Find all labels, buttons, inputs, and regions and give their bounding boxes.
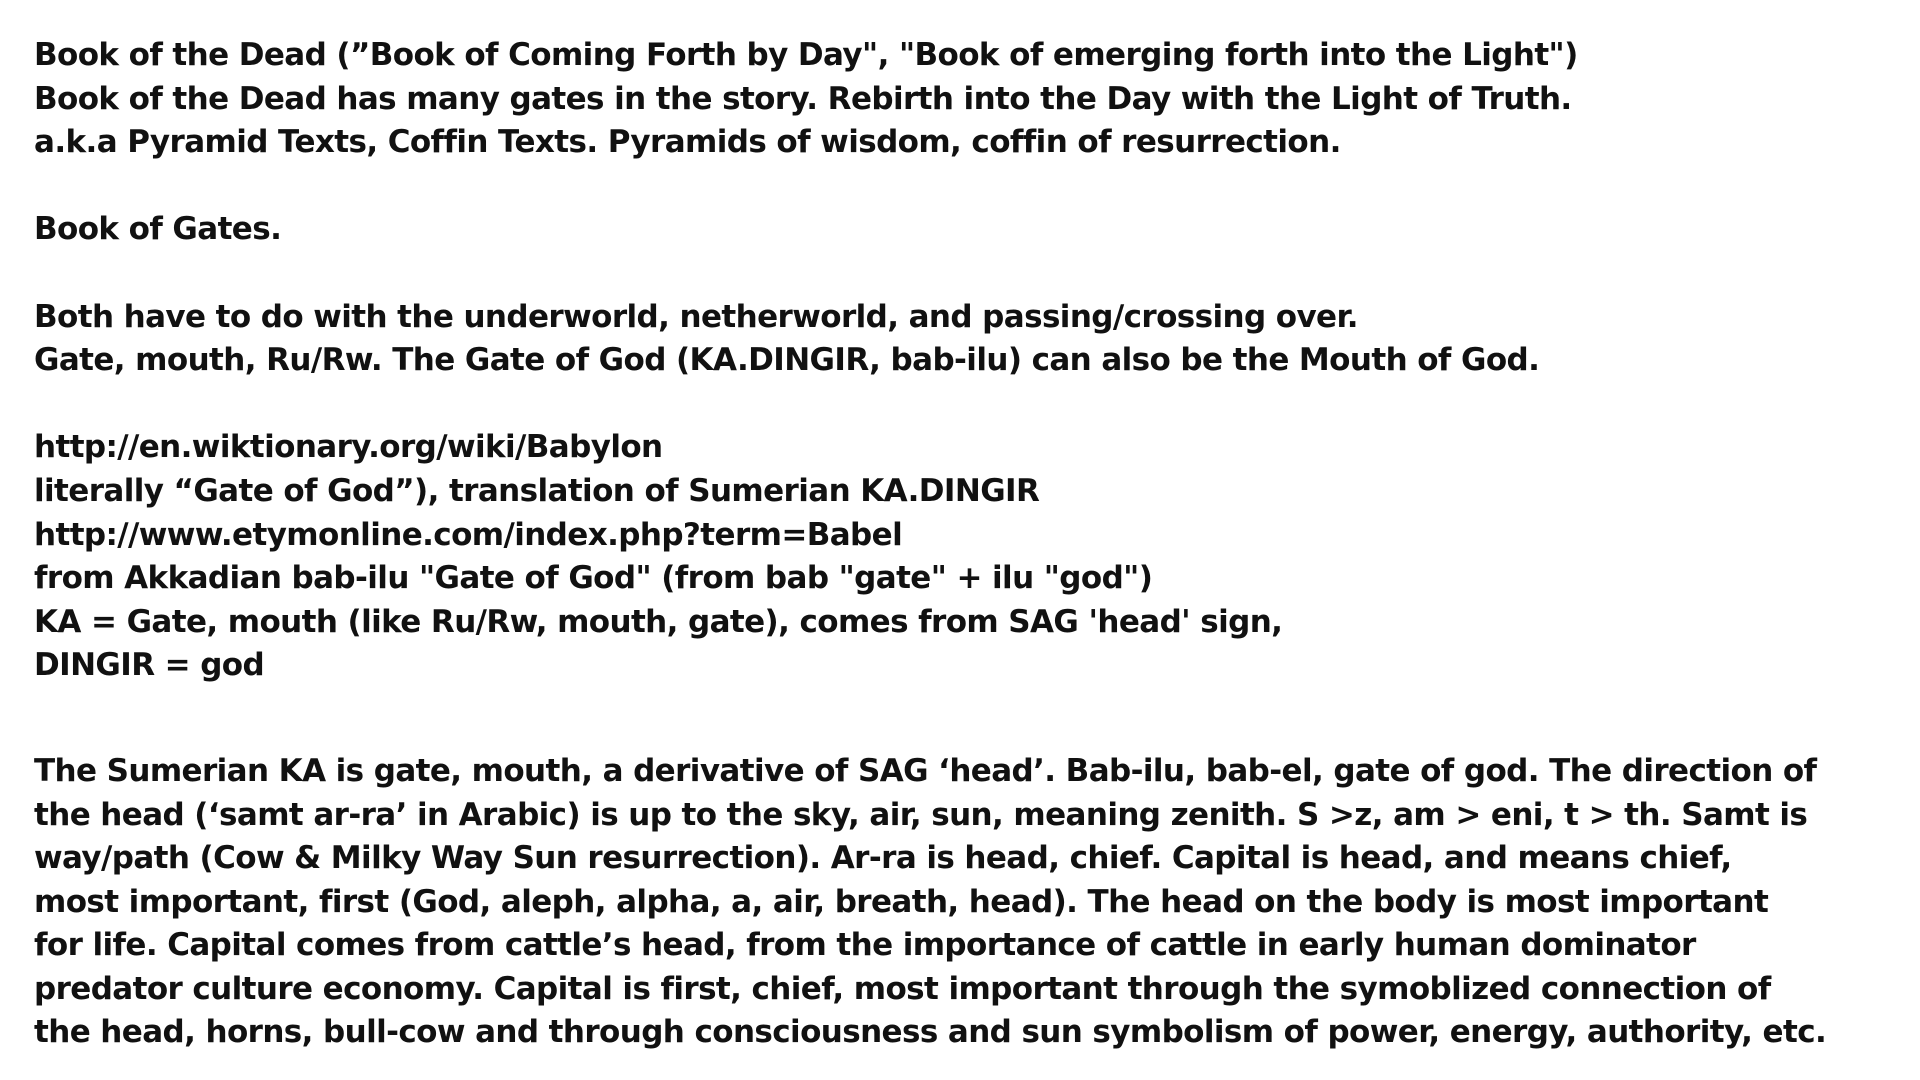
text-line: KA = Gate, mouth (like Ru/Rw, mouth, gate), comes from SAG 'head' sign, (34, 603, 1283, 640)
text-line: http://en.wiktionary.org/wiki/Babylon (34, 429, 663, 466)
paragraph-underworld (34, 296, 1894, 383)
text-line: the head, horns, bull-cow and through consciousness and sun symbolism of power, energy, authority, etc. (34, 1014, 1827, 1051)
text-line: The Sumerian KA is gate, mouth, a derivative of SAG ‘head’. Bab-ilu, bab-el, gate of god. The direction of (34, 752, 1817, 789)
text-line: http://www.etymonline.com/index.php?term=Babel (34, 516, 903, 553)
text-line: most important, first (God, aleph, alpha, a, air, breath, head). The head on the body is most important (34, 883, 1769, 920)
text-line: Both have to do with the underworld, netherworld, and passing/crossing over. (34, 298, 1358, 335)
paragraph-spacer (34, 383, 1894, 427)
paragraph-spacer (34, 165, 1894, 209)
paragraph-spacer (34, 688, 1894, 750)
text-line: DINGIR = god (34, 647, 265, 684)
paragraph-book-of-gates (34, 208, 1894, 252)
text-line: Book of the Dead has many gates in the story. Rebirth into the Day with the Light of Truth. (34, 80, 1572, 117)
text-line: the head (‘samt ar-ra’ in Arabic) is up to the sky, air, sun, meaning zenith. S >z, am > eni, t > th. Samt is (34, 796, 1808, 833)
paragraph-book-of-the-dead (34, 34, 1894, 165)
document-body (34, 34, 1894, 1055)
text-line: Gate, mouth, Ru/Rw. The Gate of God (KA.DINGIR, bab-ilu) can also be the Mouth of God. (34, 342, 1540, 379)
paragraph-sumerian-ka (34, 750, 1894, 1055)
text-line: literally “Gate of God”), translation of Sumerian KA.DINGIR (34, 472, 1040, 509)
text-line: Book of Gates. (34, 211, 282, 248)
text-line: Book of the Dead (”Book of Coming Forth by Day", "Book of emerging forth into the Light") (34, 37, 1578, 73)
paragraph-spacer (34, 252, 1894, 296)
text-line: way/path (Cow & Milky Way Sun resurrection). Ar-ra is head, chief. Capital is head, and means chief, (34, 840, 1732, 877)
paragraph-references (34, 426, 1894, 688)
text-line: predator culture economy. Capital is first, chief, most important through the symoblized connection of (34, 970, 1771, 1007)
text-line: for life. Capital comes from cattle’s head, from the importance of cattle in early human dominator (34, 927, 1696, 964)
text-line: from Akkadian bab-ilu "Gate of God" (from bab "gate" + ilu "god") (34, 560, 1153, 597)
text-line: a.k.a Pyramid Texts, Coffin Texts. Pyramids of wisdom, coffin of resurrection. (34, 124, 1341, 161)
